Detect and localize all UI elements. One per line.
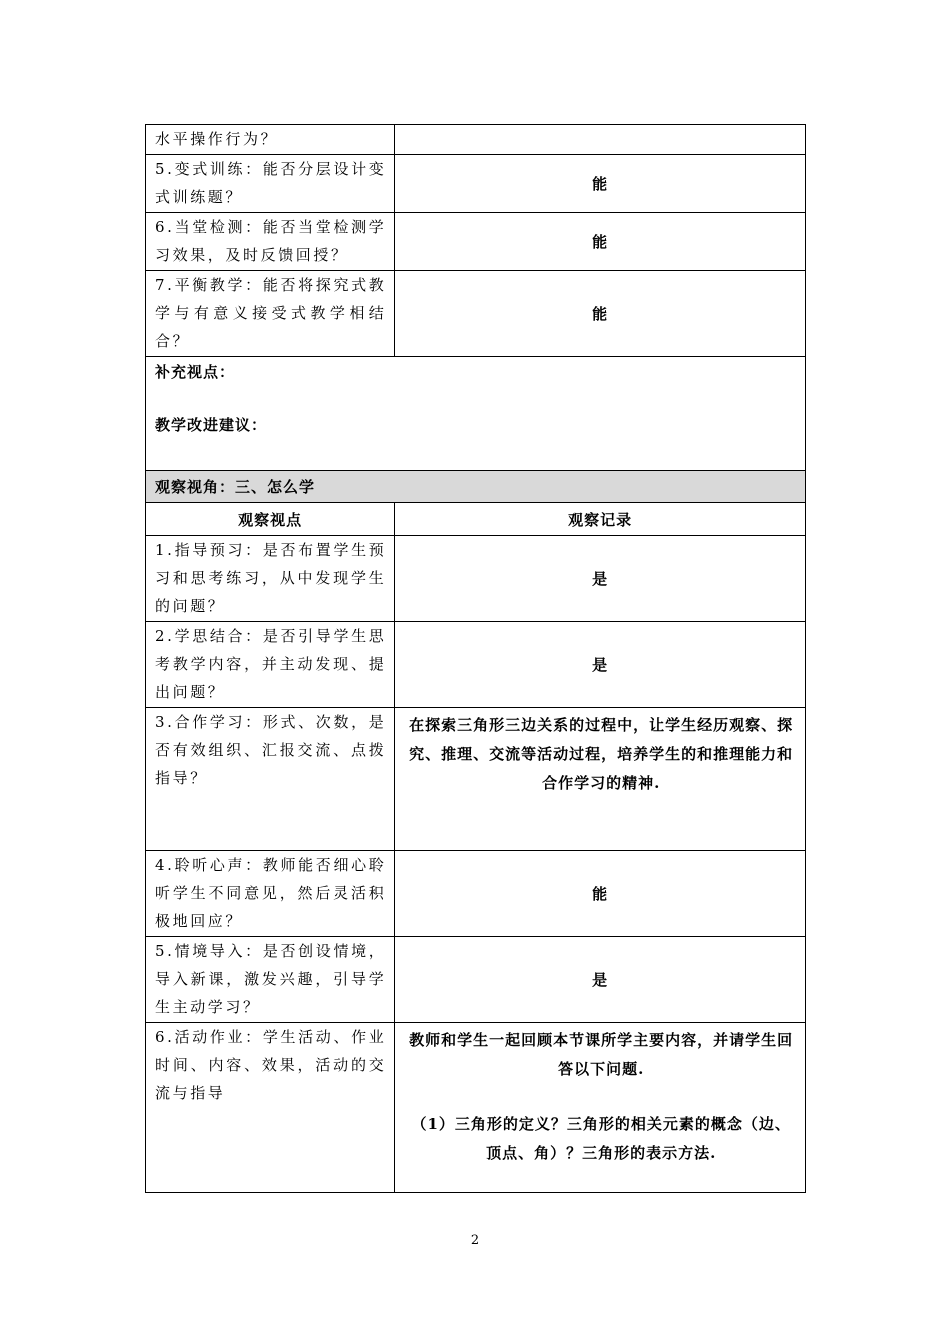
record-paragraph: （1）三角形的定义？三角形的相关元素的概念（边、顶点、角）？三角形的表示方法. xyxy=(411,1115,791,1162)
record-cell: 是 xyxy=(395,536,806,622)
table-row xyxy=(146,1023,806,1193)
viewpoint-cell: 6.当堂检测：能否当堂检测学习效果，及时反馈回授？ xyxy=(146,213,395,271)
record-cell: 在探索三角形三边关系的过程中，让学生经历观察、探究、推理、交流等活动过程，培养学生的和推理能力和合作学习的精神. xyxy=(395,708,806,851)
viewpoint-cell: 4.聆听心声：教师能否细心聆听学生不同意见，然后灵活积极地回应？ xyxy=(146,851,395,937)
record-cell: 是 xyxy=(395,622,806,708)
supplement-label: 补充视点： xyxy=(155,363,236,381)
viewpoint-cell: 6.活动作业：学生活动、作业时间、内容、效果，活动的交流与指导 xyxy=(146,1023,395,1193)
record-cell: 是 xyxy=(395,937,806,1023)
table-row xyxy=(146,708,806,851)
observation-table xyxy=(145,124,806,1193)
viewpoint-cell: 5.情境导入：是否创设情境，导入新课，激发兴趣，引导学生主动学习？ xyxy=(146,937,395,1023)
observation-table-page xyxy=(145,124,806,1193)
table-row xyxy=(146,271,806,357)
section-title: 观察视角：三、怎么学 xyxy=(146,471,806,503)
viewpoint-cell: 3.合作学习：形式、次数，是否有效组织、汇报交流、点拨指导？ xyxy=(146,708,395,851)
viewpoint-cell: 7.平衡教学：能否将探究式教学与有意义接受式教学相结合？ xyxy=(146,271,395,357)
table-row xyxy=(146,213,806,271)
table-row xyxy=(146,851,806,937)
table-row xyxy=(146,125,806,155)
viewpoint-cell: 2.学思结合：是否引导学生思考教学内容，并主动发现、提出问题？ xyxy=(146,622,395,708)
record-paragraph: 教师和学生一起回顾本节课所学主要内容，并请学生回答以下问题. xyxy=(409,1031,794,1078)
table-row xyxy=(146,937,806,1023)
supplement-row xyxy=(146,357,806,471)
table-row xyxy=(146,536,806,622)
section-row xyxy=(146,471,806,503)
page-number: 2 xyxy=(470,1233,480,1248)
supplement-cell xyxy=(146,357,806,471)
table-row xyxy=(146,155,806,213)
table-row xyxy=(146,622,806,708)
record-cell xyxy=(395,1023,806,1193)
suggestion-label: 教学改进建议： xyxy=(155,416,268,434)
viewpoint-cell: 水平操作行为？ xyxy=(146,125,395,155)
viewpoint-cell: 1.指导预习：是否布置学生预习和思考练习，从中发现学生的问题？ xyxy=(146,536,395,622)
column-header-viewpoint: 观察视点 xyxy=(146,503,395,536)
header-row xyxy=(146,503,806,536)
record-cell: 能 xyxy=(395,213,806,271)
record-cell: 能 xyxy=(395,851,806,937)
record-cell: 能 xyxy=(395,155,806,213)
record-cell xyxy=(395,125,806,155)
record-cell: 能 xyxy=(395,271,806,357)
column-header-record: 观察记录 xyxy=(395,503,806,536)
viewpoint-cell: 5.变式训练：能否分层设计变式训练题？ xyxy=(146,155,395,213)
